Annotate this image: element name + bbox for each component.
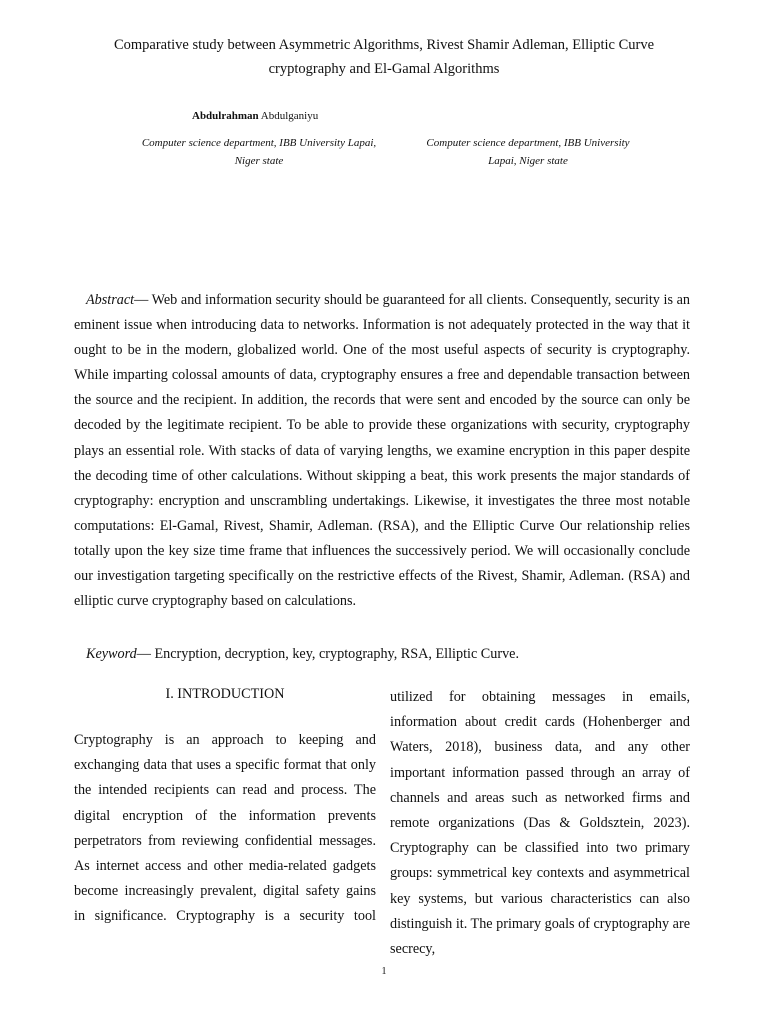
keywords-paragraph	[74, 642, 690, 667]
affiliation-2	[412, 134, 644, 170]
abstract-label: Abstract	[86, 292, 135, 308]
keyword-label: Keyword	[86, 646, 137, 662]
intro-right-column: utilized for obtaining messages in emails, information about credit cards (Hohenberger and Waters, 2018), business data, and any other important information passed through an array of channels and areas such as networked firms and remote organizations (Das & Goldsztein, 2023). Cryptography can be classified into two primary groups: symmetrical key contexts and asymmetrical key systems, but various characteristics can also distinguish it. The primary goals of cryptography are secrecy,	[390, 689, 690, 958]
affiliation-1-line-2: Niger state	[234, 155, 284, 167]
paper-title	[60, 33, 708, 81]
author-name	[192, 110, 318, 122]
intro-left-column: Cryptography is an approach to keeping and exchanging data that uses a specific format that only the intended recipients can read and process. The digital encryption of the information prevents perpetrators from reviewing confidential messages. As internet access and other media-related gadgets become increasingly prevalent, digital safety gains in significance. Cryptography is a security tool	[74, 732, 376, 925]
keyword-text: — Encryption, decryption, key, cryptography, RSA, Elliptic Curve.	[136, 646, 520, 662]
title-line-1: Comparative study between Asymmetric Algorithms, Rivest Shamir Adleman, Elliptic Curve	[113, 37, 655, 53]
abstract-paragraph	[74, 288, 690, 614]
page-number: 1	[381, 966, 387, 977]
affiliation-2-line-1: Computer science department, IBB University	[426, 137, 630, 149]
author-first-name: Abdulrahman	[192, 110, 259, 122]
abstract-text: — Web and information security should be guaranteed for all clients. Consequently, security is an eminent issue when introducing data to networks. Information is not adequately protected in the way that it ought to be in the modern, globalized world. One of the most useful aspects of security is cryptography. While imparting colossal amounts of data, cryptography ensures a free and dependable transaction between the source and the recipient. In addition, the records that were sent and encoded by the source can only be decoded by the legitimate recipient. To be able to provide these organizations with security, cryptography plays an essential role. With stacks of data of varying lengths, we examine encryption in this paper despite the decoding time of other calculations. Without skipping a beat, this work presents the major standards of cryptography: encryption and unscrambling undertakings. Likewise, it investigates the three most notable computations: El-Gamal, Rivest, Shamir, Adleman. (RSA), and the Elliptic Curve Our relationship relies totally upon the key size time frame that influences the successively period. We will occasionally conclude our investigation targeting specifically on the restrictive effects of the Rivest, Shamir, Adleman. (RSA) and elliptic curve cryptography based on calculations.	[74, 292, 690, 610]
author-last-name: Abdulganiyu	[258, 110, 319, 122]
affiliation-1-line-1: Computer science department, IBB University Lapai,	[141, 137, 377, 149]
title-line-2: cryptography and El-Gamal Algorithms	[268, 61, 500, 77]
affiliation-1	[130, 134, 388, 170]
affiliation-2-line-2: Lapai, Niger state	[488, 155, 568, 167]
section-heading: I. INTRODUCTION	[165, 686, 285, 702]
